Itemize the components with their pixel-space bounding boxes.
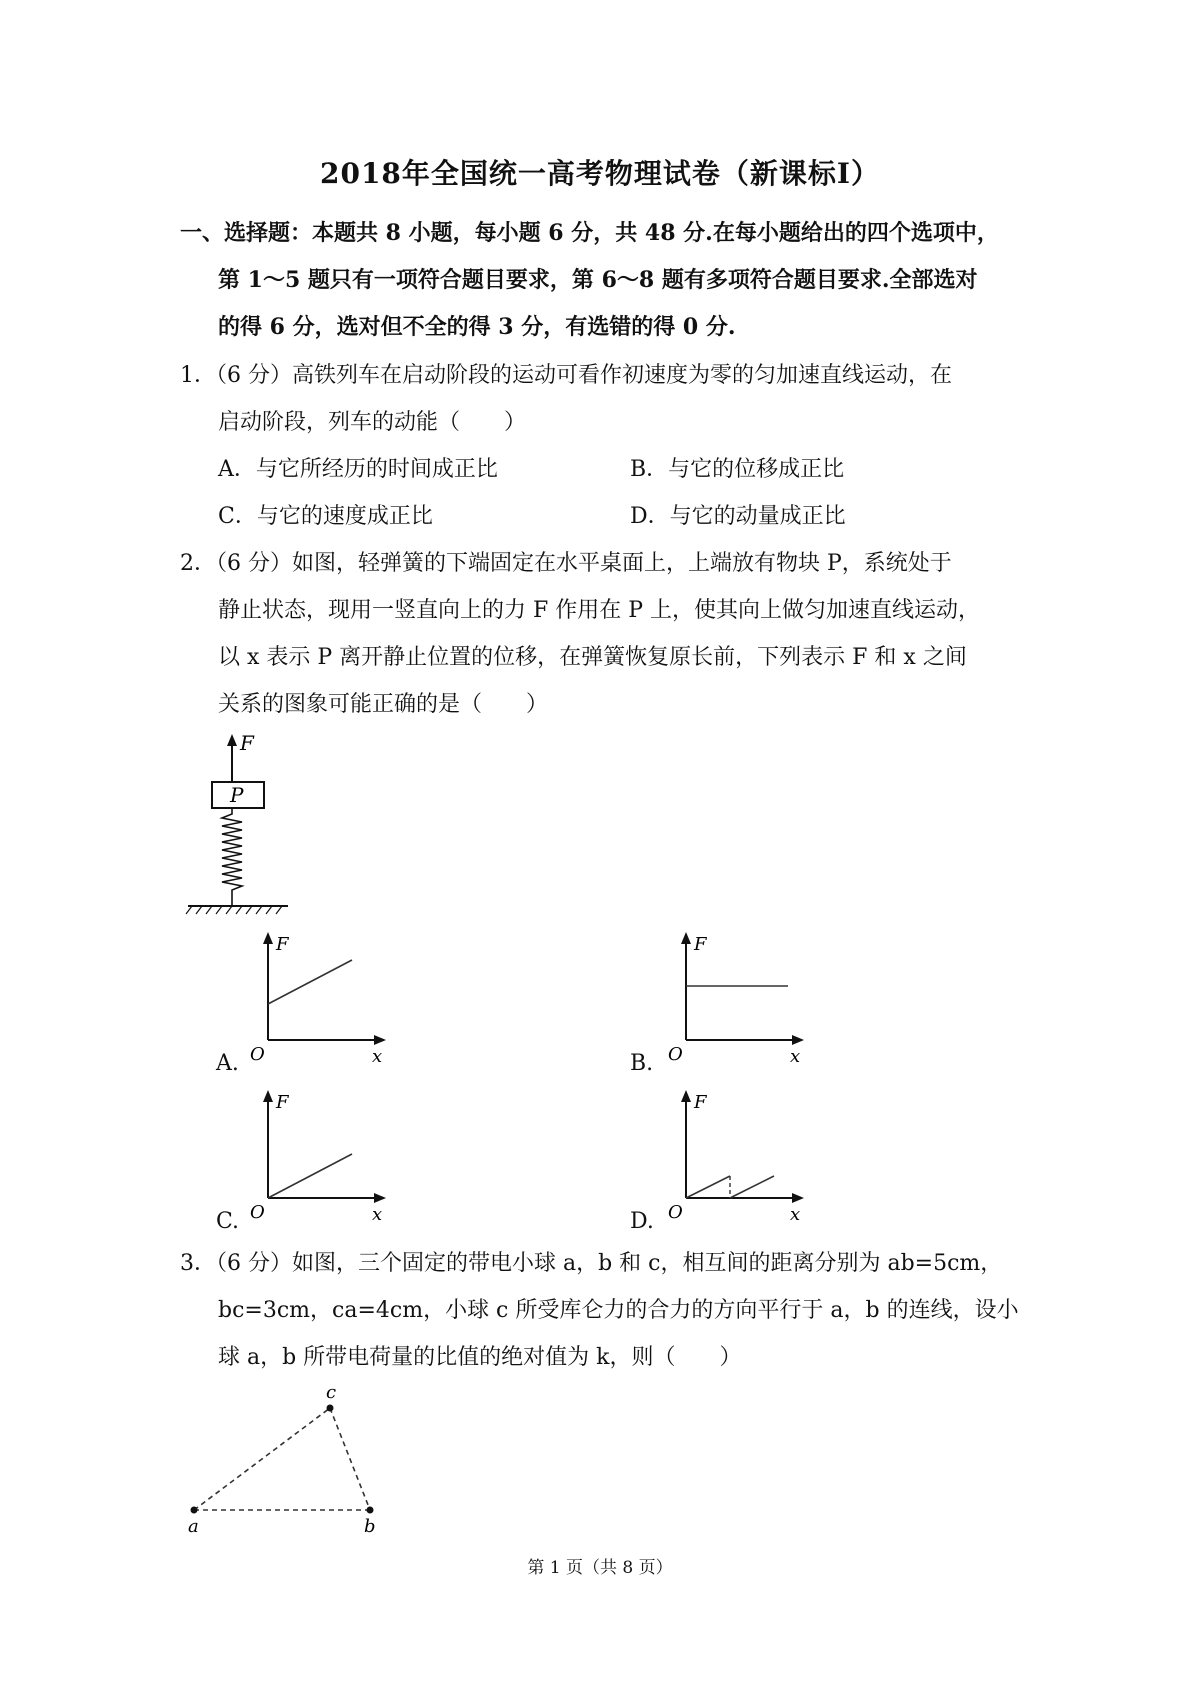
page-title: 2018年全国统一高考物理试卷（新课标Ⅰ） [319, 157, 881, 190]
x-axis-label: x [790, 1046, 801, 1067]
q2-option-d-label[interactable]: D. [630, 1209, 654, 1234]
label-a: a [188, 1516, 199, 1537]
q2-graph-a[interactable] [240, 928, 400, 1068]
question-1 [180, 352, 1040, 446]
question-1-line-1: 1．（6 分）高铁列车在启动阶段的运动可看作初速度为零的匀加速直线运动，在 [180, 363, 952, 388]
y-axis-label: F [276, 934, 289, 955]
ball-b [367, 1507, 374, 1514]
q1-option-c[interactable]: C．与它的速度成正比 [218, 504, 433, 529]
graph-line [268, 960, 352, 1004]
question-2-line-4: 关系的图象可能正确的是（ ） [218, 692, 549, 717]
origin-label: O [250, 1044, 265, 1065]
graph-line-1 [686, 1176, 730, 1198]
question-1-line-2: 启动阶段，列车的动能（ ） [218, 410, 527, 435]
section-instructions [180, 210, 1040, 351]
spring [222, 808, 242, 906]
ball-a [191, 1507, 198, 1514]
block-label: P [230, 783, 244, 807]
question-3-line-2: bc=3cm，ca=4cm，小球 c 所受库仑力的合力的方向平行于 a，b 的连线，设小 [218, 1298, 1019, 1323]
y-axis-arrow [681, 932, 691, 944]
y-axis-arrow [681, 1090, 691, 1102]
force-arrow-head [227, 734, 237, 746]
x-axis-arrow [374, 1035, 386, 1045]
q1-option-d[interactable]: D．与它的动量成正比 [630, 504, 846, 529]
question-3-line-1: 3．（6 分）如图，三个固定的带电小球 a，b 和 c，相互间的距离分别为 ab=5cm， [180, 1251, 1003, 1276]
q2-graph-b[interactable] [658, 928, 818, 1068]
question-3-line-3: 球 a，b 所带电荷量的比值的绝对值为 k，则（ ） [218, 1345, 742, 1370]
q1-option-a[interactable]: A．与它所经历的时间成正比 [218, 457, 498, 482]
force-label: F [240, 731, 254, 755]
segment-bc [330, 1408, 370, 1510]
question-2-line-3: 以 x 表示 P 离开静止位置的位移，在弹簧恢复原长前，下列表示 F 和 x 之间 [218, 645, 967, 670]
x-axis-label: x [372, 1204, 383, 1225]
q2-option-b-label[interactable]: B. [630, 1051, 654, 1076]
q2-option-c-label[interactable]: C. [216, 1209, 240, 1234]
page-footer: 第 1 页（共 8 页） [527, 1558, 673, 1578]
x-axis-arrow [374, 1193, 386, 1203]
q2-graph-d[interactable] [658, 1086, 818, 1226]
section-line-2: 第 1～5 题只有一项符合题目要求，第 6～8 题有多项符合题目要求.全部选对 [218, 267, 978, 293]
spring-block-figure [180, 730, 300, 920]
q1-option-b[interactable]: B．与它的位移成正比 [630, 457, 845, 482]
x-axis-arrow [792, 1035, 804, 1045]
question-3 [180, 1240, 1040, 1381]
ball-c [327, 1405, 334, 1412]
q2-graph-c[interactable] [240, 1086, 400, 1226]
graph-line-2 [730, 1176, 774, 1198]
question-2-line-1: 2．（6 分）如图，轻弹簧的下端固定在水平桌面上，上端放有物块 P，系统处于 [180, 551, 952, 576]
ground-hatch [186, 906, 282, 914]
origin-label: O [668, 1044, 683, 1065]
section-line-3: 的得 6 分，选对但不全的得 3 分，有选错的得 0 分. [218, 314, 736, 340]
label-b: b [364, 1516, 376, 1537]
y-axis-arrow [263, 932, 273, 944]
origin-label: O [250, 1202, 265, 1223]
question-2 [180, 540, 1040, 728]
graph-line [268, 1154, 352, 1198]
segment-ac [194, 1408, 330, 1510]
q2-option-a-label[interactable]: A. [216, 1051, 239, 1076]
x-axis-label: x [372, 1046, 383, 1067]
triangle-figure [180, 1380, 420, 1540]
y-axis-label: F [694, 1092, 707, 1113]
y-axis-arrow [263, 1090, 273, 1102]
origin-label: O [668, 1202, 683, 1223]
label-c: c [326, 1382, 337, 1403]
y-axis-label: F [694, 934, 707, 955]
question-2-line-2: 静止状态，现用一竖直向上的力 F 作用在 P 上，使其向上做匀加速直线运动， [218, 598, 981, 623]
x-axis-label: x [790, 1204, 801, 1225]
y-axis-label: F [276, 1092, 289, 1113]
x-axis-arrow [792, 1193, 804, 1203]
section-line-1: 一、选择题：本题共 8 小题，每小题 6 分，共 48 分.在每小题给出的四个选项中， [180, 220, 999, 246]
